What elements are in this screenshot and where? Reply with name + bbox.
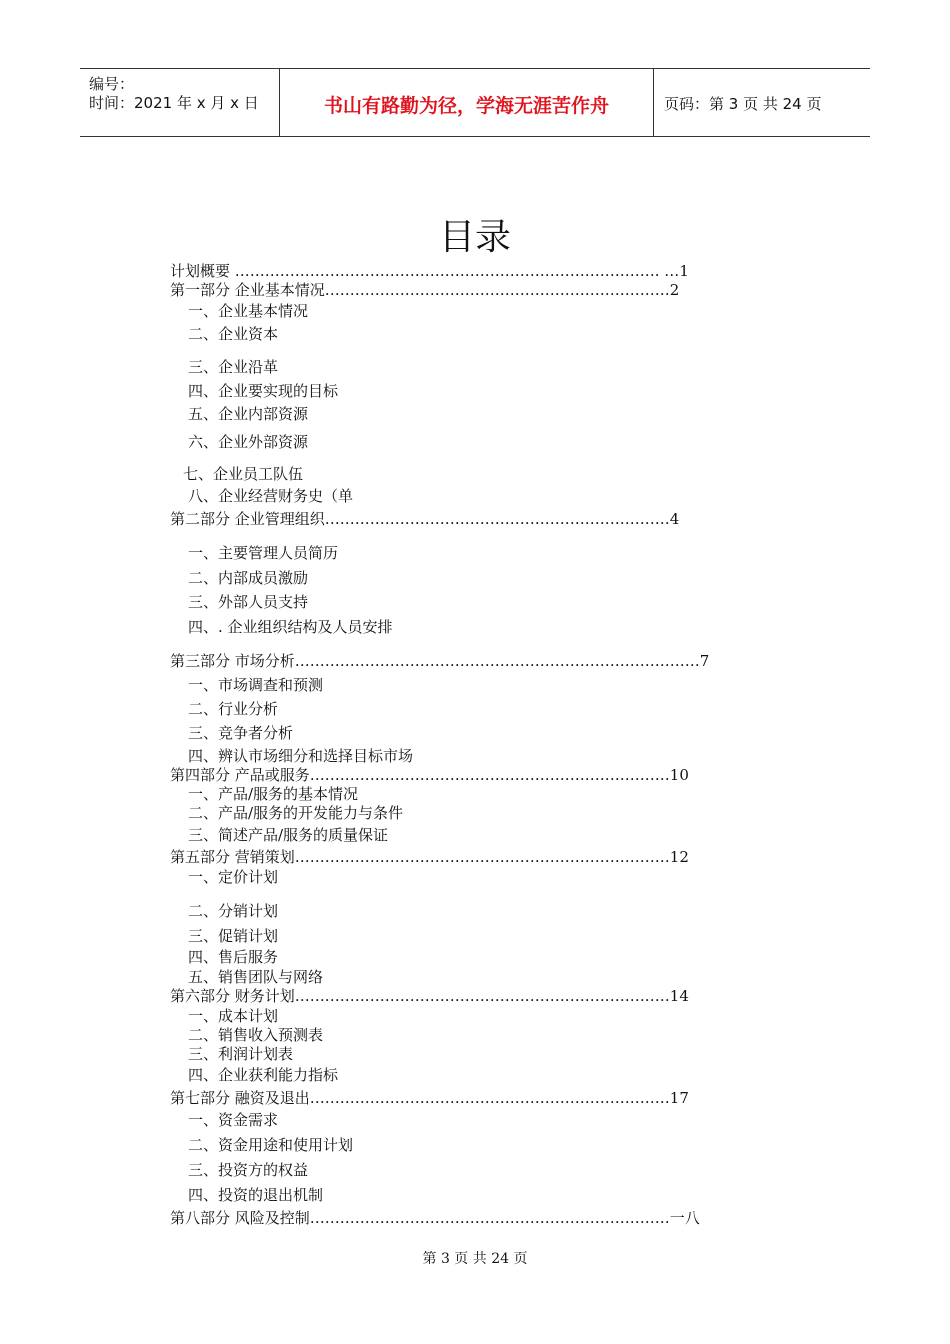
toc-subsection	[188, 1007, 278, 1025]
toc-entry-label: 一、产品/服务的基本情况	[188, 785, 359, 803]
toc-page-number: 10	[669, 766, 689, 784]
toc-section	[170, 510, 679, 528]
toc-subsection	[188, 676, 323, 694]
toc-entry-label: 一、定价计划	[188, 868, 279, 886]
toc-subsection	[188, 618, 393, 636]
toc-entry-label: 五、企业内部资源	[188, 405, 309, 423]
toc-subsection	[188, 544, 338, 562]
toc-subsection	[188, 405, 308, 423]
toc-page-number: 4	[669, 510, 680, 528]
toc-subsection	[188, 1186, 323, 1204]
toc-entry-label: 五、销售团队与网络	[188, 968, 324, 986]
toc-entry-label: 四、辨认市场细分和选择目标市场	[188, 747, 414, 765]
toc-subsection	[188, 487, 353, 505]
toc-entry-label: 二、内部成员激励	[188, 569, 309, 587]
toc-subsection	[188, 433, 308, 451]
toc-page-number: 14	[669, 987, 689, 1005]
toc-subsection	[188, 325, 278, 343]
toc-entry-label: 第一部分 企业基本情况……………………………………………………………	[170, 281, 670, 299]
toc-entry-label: 第二部分 企业管理组织……………………………………………………………	[170, 510, 670, 528]
toc-entry-label: 一、主要管理人员简历	[188, 544, 339, 562]
document-title: 目录	[438, 217, 511, 258]
toc-entry-label: 三、利润计划表	[188, 1045, 294, 1063]
toc-entry-label: 三、外部人员支持	[188, 593, 309, 611]
toc-page-number: 一八	[669, 1209, 700, 1227]
toc-subsection	[188, 826, 388, 844]
toc-entry-label: 三、竞争者分析	[188, 724, 294, 742]
toc-subsection	[188, 302, 308, 320]
toc-subsection	[188, 724, 293, 742]
toc-section	[170, 262, 689, 280]
toc-entry-label: 二、企业资本	[188, 325, 279, 343]
toc-entry-label: 二、行业分析	[188, 700, 279, 718]
toc-entry-label: 六、企业外部资源	[188, 433, 309, 451]
page-info: 页码：第 3 页 共 24 页	[664, 95, 822, 113]
toc-subsection	[188, 382, 338, 400]
toc-subsection	[188, 927, 278, 945]
toc-entry-label: 第五部分 营销策划…………………………………………………………………	[170, 848, 670, 866]
toc-entry-label: 四、. 企业组织结构及人员安排	[188, 618, 393, 636]
toc-entry-label: 二、销售收入预测表	[188, 1026, 324, 1044]
toc-subsection	[188, 968, 323, 986]
toc-subsection	[188, 948, 278, 966]
toc-entry-label: 三、企业沿革	[188, 358, 279, 376]
toc-entry-label: 第四部分 产品或服务………………………………………………………………	[170, 766, 670, 784]
time-label: 时间：2021 年 x 月 x 日	[89, 94, 259, 112]
toc-subsection	[188, 1136, 353, 1154]
toc-page-number: 2	[669, 281, 680, 299]
toc-subsection	[188, 804, 403, 822]
toc-entry-label: 计划概要 …………………………………………………………………………. …	[170, 262, 680, 280]
toc-subsection	[188, 593, 308, 611]
toc-subsection	[183, 465, 303, 483]
toc-subsection	[188, 1066, 338, 1084]
toc-subsection	[188, 1026, 323, 1044]
toc-page-number: 7	[699, 652, 710, 670]
toc-subsection	[188, 1111, 278, 1129]
toc-page-number: 1	[679, 262, 689, 280]
toc-entry-label: 四、售后服务	[188, 948, 279, 966]
page-footer: 第 3 页 共 24 页	[422, 1251, 528, 1267]
toc-entry-label: 三、促销计划	[188, 927, 279, 945]
toc-entry-label: 二、分销计划	[188, 902, 279, 920]
toc-subsection	[188, 700, 278, 718]
toc-entry-label: 一、市场调查和预测	[188, 676, 324, 694]
toc-entry-label: 一、资金需求	[188, 1111, 279, 1129]
toc-subsection	[188, 902, 278, 920]
toc-entry-label: 四、企业要实现的目标	[188, 382, 339, 400]
toc-section	[170, 281, 679, 299]
toc-subsection	[188, 747, 413, 765]
toc-entry-label: 一、成本计划	[188, 1007, 279, 1025]
toc-entry-label: 一、企业基本情况	[188, 302, 309, 320]
toc-page-number: 17	[669, 1089, 689, 1107]
toc-subsection	[188, 785, 358, 803]
motto-text: 书山有路勤为径，学海无涯苦作舟	[323, 95, 609, 117]
toc-entry-label: 四、投资的退出机制	[188, 1186, 324, 1204]
toc-subsection	[188, 569, 308, 587]
toc-entry-label: 八、企业经营财务史（单	[188, 487, 354, 505]
toc-subsection	[188, 868, 278, 886]
toc-section	[170, 766, 689, 784]
toc-section	[170, 987, 689, 1005]
toc-entry-label: 第三部分 市场分析………………………………………………………………………	[170, 652, 700, 670]
toc-section	[170, 652, 709, 670]
toc-subsection	[188, 358, 278, 376]
toc-entry-label: 二、产品/服务的开发能力与条件	[188, 804, 404, 822]
toc-entry-label: 七、企业员工队伍	[183, 465, 304, 483]
toc-entry-label: 第六部分 财务计划…………………………………………………………………	[170, 987, 670, 1005]
toc-entry-label: 三、简述产品/服务的质量保证	[188, 826, 389, 844]
toc-entry-label: 第七部分 融资及退出………………………………………………………………	[170, 1089, 670, 1107]
toc-entry-label: 三、投资方的权益	[188, 1161, 309, 1179]
toc-subsection	[188, 1161, 308, 1179]
number-label: 编号：	[89, 75, 135, 93]
toc-subsection	[188, 1045, 293, 1063]
toc-section	[170, 1209, 700, 1227]
toc-section	[170, 848, 689, 866]
toc-entry-label: 二、资金用途和使用计划	[188, 1136, 354, 1154]
toc-entry-label: 四、企业获利能力指标	[188, 1066, 339, 1084]
toc-section	[170, 1089, 689, 1107]
toc-entry-label: 第八部分 风险及控制………………………………………………………………	[170, 1209, 670, 1227]
toc-page-number: 12	[669, 848, 689, 866]
